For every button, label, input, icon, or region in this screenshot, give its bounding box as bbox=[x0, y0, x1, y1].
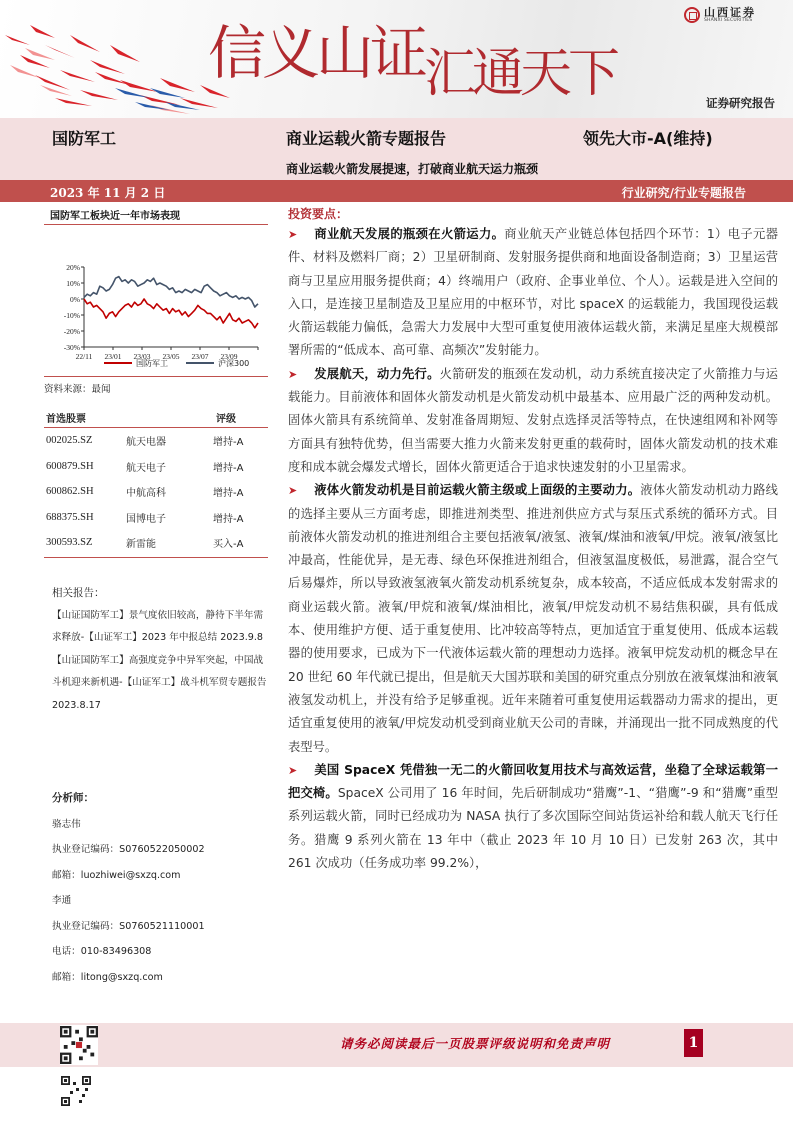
x-tick-label: 23/09 bbox=[220, 352, 238, 361]
stock-name: 中航高科 bbox=[126, 488, 166, 500]
logo-mark-icon bbox=[684, 7, 700, 23]
series-line-1 bbox=[84, 277, 258, 307]
disclaimer-notice[interactable]: 请务必阅读最后一页股票评级说明和免责声明 bbox=[340, 1036, 611, 1051]
qr-code-graphic bbox=[60, 1025, 98, 1065]
key-points-title: 投资要点： bbox=[288, 207, 349, 221]
x-tick-label: 23/05 bbox=[162, 352, 180, 361]
related-report-item[interactable]: 【山证国防军工】高强度竞争中异军突起，中国战斗机迎来新机遇-【山证军工】战斗机军贸专题报告 2023.8.17 bbox=[52, 654, 267, 711]
sector-label: 国防军工 bbox=[52, 129, 117, 148]
brand-cn: 山西证券 bbox=[704, 6, 756, 19]
slogan-part-a: 信义山证 bbox=[208, 19, 425, 87]
stock-rating: 增持-A bbox=[213, 437, 244, 449]
market-chart-svg bbox=[44, 225, 268, 375]
report-category: 行业研究/行业专题报告 bbox=[621, 186, 746, 200]
company-logo bbox=[684, 7, 756, 23]
key-point-lead: 发展航天，动力先行。 bbox=[314, 366, 440, 381]
qr-code-icon bbox=[60, 1025, 98, 1065]
key-points bbox=[288, 205, 778, 875]
y-tick-label: -10% bbox=[63, 311, 80, 320]
y-tick-label: -30% bbox=[63, 343, 80, 352]
stock-code: 600862.SH bbox=[46, 486, 94, 498]
date-band bbox=[0, 180, 793, 202]
x-tick-label: 22/11 bbox=[75, 352, 93, 361]
stock-row[interactable] bbox=[44, 428, 268, 454]
header-rating: 评级 bbox=[216, 414, 236, 425]
analyst-name: 李通 bbox=[52, 895, 72, 906]
market-chart bbox=[44, 225, 268, 375]
related-reports bbox=[52, 582, 268, 717]
x-tick-label: 23/07 bbox=[191, 352, 209, 361]
arrow-bullet-icon: ➤ bbox=[288, 484, 298, 498]
stock-code: 002025.SZ bbox=[46, 435, 93, 447]
title-band bbox=[0, 118, 793, 180]
report-date: 2023 年 11 月 2 日 bbox=[50, 186, 166, 200]
stocks-table-header bbox=[44, 408, 268, 428]
stock-rating: 增持-A bbox=[213, 462, 244, 474]
slogan bbox=[208, 18, 617, 104]
x-tick-label: 23/01 bbox=[104, 352, 122, 361]
analysts bbox=[52, 786, 268, 990]
key-point-paragraph bbox=[288, 759, 778, 875]
industry-rating: 领先大市-A(维持) bbox=[583, 129, 713, 148]
header-banner bbox=[0, 0, 793, 118]
y-tick-label: 20% bbox=[66, 263, 80, 272]
arrow-bullet-icon: ➤ bbox=[288, 367, 298, 381]
key-point-lead: 商业航天发展的瓶颈在火箭运力。 bbox=[314, 227, 505, 241]
stock-row[interactable] bbox=[44, 454, 268, 480]
key-point-paragraph bbox=[288, 363, 778, 479]
key-point-body: SpaceX 公司用了 16 年时间，先后研制成功“猎鹰”-1、“猎鹰”-9 和“猎鹰”重型系列运载火箭，同时已经成功为 NASA 执行了多次国际空间站货运补给和载人航天飞行任务。猎鹰 9 系列火箭在 13 年中（截止 2023 年 10 月 10 日）已发射 263 次，其中 261 次成功（任务成功率 99.2%）， bbox=[288, 786, 778, 871]
stock-row[interactable] bbox=[44, 505, 268, 531]
stock-row[interactable] bbox=[44, 479, 268, 505]
qr-code-graphic bbox=[61, 1075, 91, 1107]
brand-en: SHANXI SECURITIES bbox=[704, 18, 753, 23]
report-subtitle: 商业运载火箭发展提速，打破商业航天运力瓶颈 bbox=[286, 162, 539, 176]
qr-code-icon bbox=[61, 1075, 91, 1107]
analyst-email[interactable]: 邮箱：litong@sxzq.com bbox=[52, 971, 163, 983]
chart-source: 资料来源：最闻 bbox=[44, 376, 268, 396]
stock-name: 新雷能 bbox=[126, 539, 156, 551]
slogan-part-b: 汇通天下 bbox=[424, 44, 617, 104]
related-reports-label: 相关报告： bbox=[52, 587, 105, 599]
y-tick-label: 0% bbox=[70, 295, 80, 304]
stock-rating: 买入-A bbox=[213, 539, 244, 551]
key-point-body: 液体火箭发动机动力路线的选择主要从三方面考虑，即推进剂类型、推进剂供应方式与泵压式系统的循环方式。目前液体火箭发动机的推进剂组合主要包括液氧/液氢、液氧/煤油和液氧/甲烷。液氧/液氢比冲最高，性能优异，是无毒、绿色环保推进剂组合，但液氢温度极低，易泄露，混合空气后易爆炸，所以导致液氢液氧火箭发动机系统复杂，成本较高，不适应低成本发射需求的商业运载火箭。液氧/甲烷和液氧/煤油相比，液氧/甲烷发动机不易结焦积碳，具有低成本、使用维护方便、适于重复使用、比冲较高等特点，更加适宜于重复使用、低成本运载器的使用要求，已成为下一代液体运载火箭的理想动力选择。液氧甲烷发动机的概念早在 20 世纪 60 年代就已提出，但是航天大国苏联和美国的研究重点分别放在液氧煤油和液氧液氢发动机上，并没有给予足够重视。近年来随着可重复使用运载器动力需求的提出，更适宜重复使用的液氧/甲烷发动机受到商业航天公司的青睐，并涌现出一批不同成熟度的代表型号。 bbox=[288, 483, 778, 754]
analyst-phone: 电话：010-83496308 bbox=[52, 946, 152, 957]
market-performance-panel bbox=[44, 205, 268, 396]
analysts-label: 分析师： bbox=[52, 792, 94, 804]
x-tick-label: 23/03 bbox=[133, 352, 151, 361]
stock-name: 国博电子 bbox=[126, 513, 166, 525]
series-line-0 bbox=[84, 299, 258, 328]
arrow-bullet-icon: ➤ bbox=[288, 228, 298, 241]
stock-code: 688375.SH bbox=[46, 511, 94, 523]
legend-label: 沪深300 bbox=[218, 359, 250, 368]
preferred-stocks-table bbox=[44, 408, 268, 558]
report-title: 商业运载火箭专题报告 bbox=[286, 129, 447, 148]
y-tick-label: 10% bbox=[66, 279, 80, 288]
stock-rating: 增持-A bbox=[213, 513, 244, 525]
arrow-bullet-icon: ➤ bbox=[288, 763, 298, 777]
stock-name: 航天电器 bbox=[126, 437, 166, 449]
key-point-body: 火箭研发的瓶颈在发动机，动力系统直接决定了火箭推力与运载能力。目前液体和固体火箭发动机是火箭发动机中最基本、应用最广泛的两种发动机。固体火箭具有系统简单、发射准备周期短、发射点选择灵活等特点，在快速组网和补网等方面具有独特优势，但当需要大推力火箭来发射更重的载荷时，固体火箭发动机的技术难度和成本就会爆发式增长，固体火箭更适合于追求快速发射的小卫星需求。 bbox=[288, 366, 778, 474]
key-point-paragraph bbox=[288, 479, 778, 759]
stock-code: 300593.SZ bbox=[46, 537, 93, 549]
stock-rating: 增持-A bbox=[213, 488, 244, 500]
chart-title: 国防军工板块近一年市场表现 bbox=[44, 205, 268, 225]
key-point-paragraph bbox=[288, 223, 778, 363]
report-kind: 证券研究报告 bbox=[706, 96, 775, 110]
stock-name: 航天电子 bbox=[126, 462, 166, 474]
key-point-lead: 液体火箭发动机是目前运载火箭主级或上面级的主要动力。 bbox=[314, 483, 641, 498]
analyst-reg: 执业登记编码：S0760521110001 bbox=[52, 920, 205, 932]
analyst-email[interactable]: 邮箱：luozhiwei@sxzq.com bbox=[52, 869, 181, 881]
y-tick-label: -20% bbox=[63, 327, 80, 336]
stock-code: 600879.SH bbox=[46, 460, 94, 472]
header-preferred: 首选股票 bbox=[46, 414, 86, 425]
key-point-body: 商业航天产业链总体包括四个环节：1）电子元器件、材料及燃料厂商；2）卫星研制商、发射服务提供商和地面设备制造商；3）卫星运营商与卫星应用服务提供商；4）终端用户（政府、企事业单位、个人）。运载是进入空间的入口，是连接卫星制造及卫星应用的中枢环节，对比 spaceX 的运载能力，我国现役运载火箭运载能力偏低，急需大力发展中大型可重复使用液体运载火箭，来满足星座大规模部署所需的“低成本、高可靠、高频次”发射能力。 bbox=[288, 227, 778, 358]
analyst-name: 骆志伟 bbox=[52, 818, 81, 830]
analyst-reg: 执业登记编码：S0760522050002 bbox=[52, 844, 205, 855]
page-number: 1 bbox=[684, 1029, 703, 1057]
related-report-item[interactable]: 【山证国防军工】景气度依旧较高，静待下半年需求释放-【山证军工】2023 年中报总结 2023.9.8 bbox=[52, 609, 264, 643]
key-point-lead: 美国 SpaceX 凭借独一无二的火箭回收复用技术与高效运营，坐稳了全球运载第一把交椅。 bbox=[288, 762, 778, 801]
legend-label: 国防军工 bbox=[136, 359, 168, 368]
stock-row[interactable] bbox=[44, 530, 268, 556]
